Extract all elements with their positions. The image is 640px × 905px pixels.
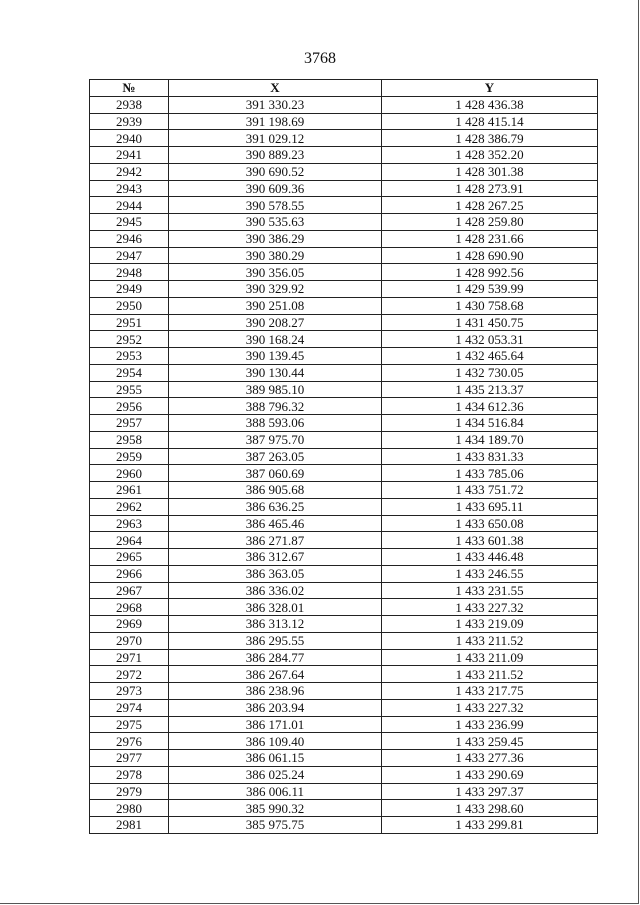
table-row bbox=[90, 549, 598, 566]
cell-number: 2941 bbox=[90, 147, 169, 164]
cell-number: 2975 bbox=[90, 716, 169, 733]
cell-number: 2943 bbox=[90, 180, 169, 197]
cell-x: 388 796.32 bbox=[169, 398, 382, 415]
cell-y: 1 433 211.52 bbox=[382, 632, 598, 649]
table-row bbox=[90, 331, 598, 348]
page-number: 3768 bbox=[304, 50, 336, 67]
cell-x: 386 109.40 bbox=[169, 733, 382, 750]
cell-x: 390 356.05 bbox=[169, 264, 382, 281]
cell-x: 386 328.01 bbox=[169, 599, 382, 616]
cell-x: 386 171.01 bbox=[169, 716, 382, 733]
cell-x: 391 029.12 bbox=[169, 130, 382, 147]
cell-y: 1 433 246.55 bbox=[382, 565, 598, 582]
cell-number: 2951 bbox=[90, 314, 169, 331]
cell-number: 2938 bbox=[90, 96, 169, 113]
cell-x: 386 905.68 bbox=[169, 482, 382, 499]
cell-y: 1 433 695.11 bbox=[382, 498, 598, 515]
table-row bbox=[90, 147, 598, 164]
cell-y: 1 433 650.08 bbox=[382, 515, 598, 532]
table-row bbox=[90, 532, 598, 549]
cell-y: 1 433 751.72 bbox=[382, 482, 598, 499]
table-row bbox=[90, 348, 598, 365]
cell-y: 1 428 259.80 bbox=[382, 214, 598, 231]
cell-x: 386 284.77 bbox=[169, 649, 382, 666]
cell-x: 386 267.64 bbox=[169, 666, 382, 683]
table-row bbox=[90, 297, 598, 314]
cell-x: 386 363.05 bbox=[169, 565, 382, 582]
cell-number: 2957 bbox=[90, 415, 169, 432]
table-row bbox=[90, 616, 598, 633]
table-row bbox=[90, 431, 598, 448]
cell-y: 1 428 992.56 bbox=[382, 264, 598, 281]
cell-x: 390 380.29 bbox=[169, 247, 382, 264]
cell-y: 1 434 516.84 bbox=[382, 415, 598, 432]
cell-x: 386 295.55 bbox=[169, 632, 382, 649]
cell-x: 386 313.12 bbox=[169, 616, 382, 633]
cell-x: 386 238.96 bbox=[169, 683, 382, 700]
cell-x: 387 263.05 bbox=[169, 448, 382, 465]
cell-y: 1 434 612.36 bbox=[382, 398, 598, 415]
cell-x: 386 025.24 bbox=[169, 766, 382, 783]
cell-number: 2945 bbox=[90, 214, 169, 231]
cell-x: 386 336.02 bbox=[169, 582, 382, 599]
cell-number: 2967 bbox=[90, 582, 169, 599]
cell-number: 2954 bbox=[90, 364, 169, 381]
cell-x: 385 975.75 bbox=[169, 817, 382, 834]
cell-number: 2939 bbox=[90, 113, 169, 130]
cell-x: 390 690.52 bbox=[169, 163, 382, 180]
table-row bbox=[90, 515, 598, 532]
cell-number: 2969 bbox=[90, 616, 169, 633]
cell-number: 2952 bbox=[90, 331, 169, 348]
header-number: № bbox=[90, 80, 169, 97]
table-row bbox=[90, 716, 598, 733]
cell-y: 1 433 227.32 bbox=[382, 699, 598, 716]
table-row bbox=[90, 130, 598, 147]
table-row bbox=[90, 415, 598, 432]
cell-x: 386 636.25 bbox=[169, 498, 382, 515]
table-row bbox=[90, 163, 598, 180]
cell-number: 2962 bbox=[90, 498, 169, 515]
table-row bbox=[90, 448, 598, 465]
cell-x: 390 139.45 bbox=[169, 348, 382, 365]
coordinates-table bbox=[89, 79, 598, 834]
cell-number: 2944 bbox=[90, 197, 169, 214]
cell-y: 1 433 217.75 bbox=[382, 683, 598, 700]
cell-x: 390 386.29 bbox=[169, 230, 382, 247]
cell-y: 1 430 758.68 bbox=[382, 297, 598, 314]
cell-y: 1 433 785.06 bbox=[382, 465, 598, 482]
cell-y: 1 428 386.79 bbox=[382, 130, 598, 147]
table-row bbox=[90, 666, 598, 683]
cell-y: 1 428 436.38 bbox=[382, 96, 598, 113]
cell-x: 390 535.63 bbox=[169, 214, 382, 231]
table-row bbox=[90, 565, 598, 582]
cell-y: 1 428 273.91 bbox=[382, 180, 598, 197]
cell-number: 2963 bbox=[90, 515, 169, 532]
cell-x: 390 609.36 bbox=[169, 180, 382, 197]
cell-x: 386 006.11 bbox=[169, 783, 382, 800]
cell-y: 1 432 053.31 bbox=[382, 331, 598, 348]
table-row bbox=[90, 766, 598, 783]
table-row bbox=[90, 180, 598, 197]
cell-x: 389 985.10 bbox=[169, 381, 382, 398]
cell-number: 2976 bbox=[90, 733, 169, 750]
cell-y: 1 433 290.69 bbox=[382, 766, 598, 783]
table-row bbox=[90, 582, 598, 599]
cell-y: 1 433 231.55 bbox=[382, 582, 598, 599]
table-row bbox=[90, 498, 598, 515]
cell-number: 2960 bbox=[90, 465, 169, 482]
table-row bbox=[90, 364, 598, 381]
cell-x: 390 130.44 bbox=[169, 364, 382, 381]
table-row bbox=[90, 750, 598, 767]
cell-number: 2972 bbox=[90, 666, 169, 683]
cell-x: 387 060.69 bbox=[169, 465, 382, 482]
table-row bbox=[90, 482, 598, 499]
cell-y: 1 434 189.70 bbox=[382, 431, 598, 448]
cell-x: 385 990.32 bbox=[169, 800, 382, 817]
table-body bbox=[90, 96, 598, 833]
cell-x: 388 593.06 bbox=[169, 415, 382, 432]
cell-number: 2978 bbox=[90, 766, 169, 783]
table-row bbox=[90, 817, 598, 834]
cell-y: 1 428 690.90 bbox=[382, 247, 598, 264]
table-row bbox=[90, 281, 598, 298]
cell-x: 386 203.94 bbox=[169, 699, 382, 716]
cell-y: 1 433 236.99 bbox=[382, 716, 598, 733]
table-row bbox=[90, 599, 598, 616]
cell-y: 1 433 227.32 bbox=[382, 599, 598, 616]
cell-y: 1 433 211.09 bbox=[382, 649, 598, 666]
table-row bbox=[90, 381, 598, 398]
table-row bbox=[90, 683, 598, 700]
table-row bbox=[90, 398, 598, 415]
cell-x: 391 198.69 bbox=[169, 113, 382, 130]
cell-number: 2958 bbox=[90, 431, 169, 448]
cell-number: 2953 bbox=[90, 348, 169, 365]
header-y: Y bbox=[382, 80, 598, 97]
cell-number: 2959 bbox=[90, 448, 169, 465]
table-row bbox=[90, 264, 598, 281]
cell-x: 390 329.92 bbox=[169, 281, 382, 298]
cell-x: 390 889.23 bbox=[169, 147, 382, 164]
cell-x: 386 465.46 bbox=[169, 515, 382, 532]
table-row bbox=[90, 314, 598, 331]
cell-y: 1 429 539.99 bbox=[382, 281, 598, 298]
table-row bbox=[90, 800, 598, 817]
cell-number: 2980 bbox=[90, 800, 169, 817]
cell-number: 2977 bbox=[90, 750, 169, 767]
table-row bbox=[90, 96, 598, 113]
table-row bbox=[90, 247, 598, 264]
cell-x: 386 061.15 bbox=[169, 750, 382, 767]
cell-y: 1 435 213.37 bbox=[382, 381, 598, 398]
cell-number: 2947 bbox=[90, 247, 169, 264]
cell-number: 2961 bbox=[90, 482, 169, 499]
cell-number: 2974 bbox=[90, 699, 169, 716]
cell-y: 1 428 231.66 bbox=[382, 230, 598, 247]
cell-number: 2948 bbox=[90, 264, 169, 281]
cell-number: 2956 bbox=[90, 398, 169, 415]
cell-number: 2973 bbox=[90, 683, 169, 700]
cell-y: 1 433 299.81 bbox=[382, 817, 598, 834]
cell-number: 2942 bbox=[90, 163, 169, 180]
cell-x: 390 168.24 bbox=[169, 331, 382, 348]
table-row bbox=[90, 632, 598, 649]
table-header-row bbox=[90, 80, 598, 97]
cell-number: 2940 bbox=[90, 130, 169, 147]
cell-x: 390 251.08 bbox=[169, 297, 382, 314]
cell-y: 1 433 601.38 bbox=[382, 532, 598, 549]
cell-x: 387 975.70 bbox=[169, 431, 382, 448]
cell-y: 1 433 446.48 bbox=[382, 549, 598, 566]
table-row bbox=[90, 197, 598, 214]
cell-number: 2949 bbox=[90, 281, 169, 298]
header-x: X bbox=[169, 80, 382, 97]
cell-number: 2966 bbox=[90, 565, 169, 582]
cell-x: 391 330.23 bbox=[169, 96, 382, 113]
cell-y: 1 432 465.64 bbox=[382, 348, 598, 365]
cell-number: 2970 bbox=[90, 632, 169, 649]
cell-number: 2946 bbox=[90, 230, 169, 247]
cell-number: 2950 bbox=[90, 297, 169, 314]
cell-y: 1 428 267.25 bbox=[382, 197, 598, 214]
cell-x: 386 312.67 bbox=[169, 549, 382, 566]
cell-x: 386 271.87 bbox=[169, 532, 382, 549]
table-row bbox=[90, 230, 598, 247]
cell-y: 1 433 277.36 bbox=[382, 750, 598, 767]
cell-y: 1 428 415.14 bbox=[382, 113, 598, 130]
cell-y: 1 433 219.09 bbox=[382, 616, 598, 633]
cell-y: 1 431 450.75 bbox=[382, 314, 598, 331]
cell-y: 1 433 211.52 bbox=[382, 666, 598, 683]
cell-y: 1 433 259.45 bbox=[382, 733, 598, 750]
table-row bbox=[90, 214, 598, 231]
cell-number: 2979 bbox=[90, 783, 169, 800]
cell-y: 1 428 301.38 bbox=[382, 163, 598, 180]
table-row bbox=[90, 733, 598, 750]
cell-x: 390 208.27 bbox=[169, 314, 382, 331]
table-row bbox=[90, 465, 598, 482]
cell-number: 2955 bbox=[90, 381, 169, 398]
cell-y: 1 433 298.60 bbox=[382, 800, 598, 817]
table-row bbox=[90, 699, 598, 716]
cell-number: 2964 bbox=[90, 532, 169, 549]
table-row bbox=[90, 783, 598, 800]
cell-number: 2965 bbox=[90, 549, 169, 566]
cell-x: 390 578.55 bbox=[169, 197, 382, 214]
table-row bbox=[90, 649, 598, 666]
cell-number: 2971 bbox=[90, 649, 169, 666]
cell-y: 1 433 831.33 bbox=[382, 448, 598, 465]
cell-y: 1 432 730.05 bbox=[382, 364, 598, 381]
table-row bbox=[90, 113, 598, 130]
cell-number: 2968 bbox=[90, 599, 169, 616]
cell-number: 2981 bbox=[90, 817, 169, 834]
cell-y: 1 433 297.37 bbox=[382, 783, 598, 800]
cell-y: 1 428 352.20 bbox=[382, 147, 598, 164]
